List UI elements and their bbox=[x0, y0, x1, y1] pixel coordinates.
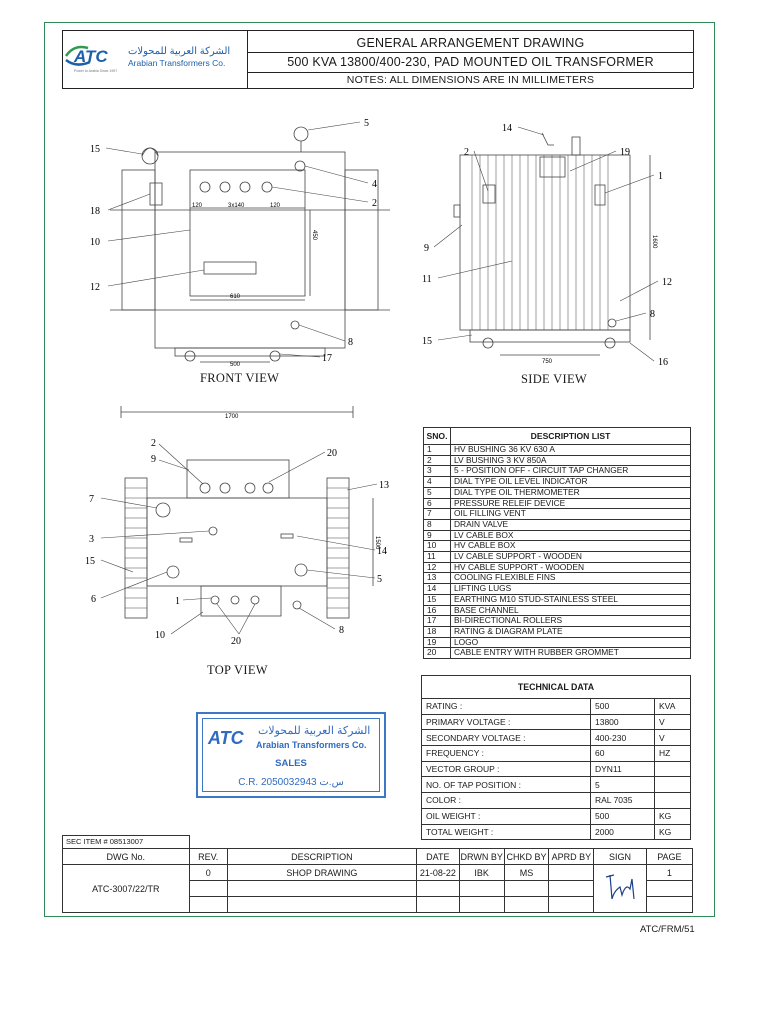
description-cell: LV CABLE SUPPORT - WOODEN bbox=[451, 552, 691, 563]
approved-by bbox=[549, 865, 594, 881]
tech-unit-cell bbox=[655, 761, 691, 777]
svg-text:1500: 1500 bbox=[374, 536, 380, 550]
revision: 0 bbox=[189, 865, 227, 881]
tech-value-cell: RAL 7035 bbox=[591, 793, 655, 809]
top-view-drawing bbox=[85, 400, 405, 660]
revision-date: 21-08-22 bbox=[416, 865, 459, 881]
sno-cell: 12 bbox=[424, 562, 451, 573]
svg-text:14: 14 bbox=[377, 546, 387, 557]
svg-text:15: 15 bbox=[90, 144, 100, 155]
sno-cell: 18 bbox=[424, 626, 451, 637]
tech-unit-cell bbox=[655, 793, 691, 809]
page-number: 1 bbox=[646, 865, 692, 881]
front-view-drawing bbox=[80, 110, 410, 380]
table-row bbox=[424, 626, 691, 637]
tech-value-cell: 2000 bbox=[591, 824, 655, 840]
svg-text:2: 2 bbox=[151, 438, 156, 449]
tech-value-cell: 500 bbox=[591, 808, 655, 824]
title-block-row bbox=[63, 865, 693, 881]
svg-text:450: 450 bbox=[311, 230, 317, 241]
svg-text:120: 120 bbox=[192, 203, 203, 209]
table-row bbox=[424, 648, 691, 659]
table-row bbox=[424, 616, 691, 627]
svg-text:20: 20 bbox=[327, 448, 337, 459]
logo-text: ATC bbox=[74, 47, 108, 66]
svg-text:14: 14 bbox=[502, 123, 512, 134]
description-list-table bbox=[423, 427, 691, 659]
table-row bbox=[424, 605, 691, 616]
title-block-table bbox=[62, 848, 693, 913]
sno-cell: 10 bbox=[424, 541, 451, 552]
sno-cell: 9 bbox=[424, 530, 451, 541]
revision-description: SHOP DRAWING bbox=[227, 865, 416, 881]
svg-text:17: 17 bbox=[322, 353, 332, 364]
table-row bbox=[424, 466, 691, 477]
table-row bbox=[424, 509, 691, 520]
table-row bbox=[422, 699, 691, 715]
description-cell: BI-DIRECTIONAL ROLLERS bbox=[451, 616, 691, 627]
sno-cell: 16 bbox=[424, 605, 451, 616]
sec-item-number: SEC ITEM # 08513007 bbox=[62, 835, 190, 848]
table-row bbox=[424, 498, 691, 509]
stamp-department: SALES bbox=[275, 758, 307, 769]
svg-text:5: 5 bbox=[377, 574, 382, 585]
svg-text:15: 15 bbox=[85, 556, 95, 567]
svg-text:8: 8 bbox=[348, 337, 353, 348]
side-view-label: SIDE VIEW bbox=[521, 372, 587, 386]
description-cell: HV BUSHING 36 KV 630 A bbox=[451, 445, 691, 456]
title-block-header-row: DWG No. REV. DESCRIPTION DATE DRWN BY CHKD BY APRD BY SIGN PAGE bbox=[63, 849, 693, 865]
tech-label-cell: OIL WEIGHT : bbox=[422, 808, 591, 824]
tech-label-cell: RATING : bbox=[422, 699, 591, 715]
svg-text:Power to Arabia Since 1997: Power to Arabia Since 1997 bbox=[74, 69, 118, 73]
drawn-by: IBK bbox=[459, 865, 504, 881]
table-header-row bbox=[422, 676, 691, 699]
svg-text:610: 610 bbox=[230, 294, 241, 300]
table-row bbox=[424, 519, 691, 530]
tech-label-cell: VECTOR GROUP : bbox=[422, 761, 591, 777]
svg-text:3: 3 bbox=[89, 534, 94, 545]
description-cell: 5 - POSITION OFF - CIRCUIT TAP CHANGER bbox=[451, 466, 691, 477]
tech-value-cell: 500 bbox=[591, 699, 655, 715]
table-row bbox=[422, 793, 691, 809]
table-row bbox=[422, 761, 691, 777]
tech-label-cell: FREQUENCY : bbox=[422, 746, 591, 762]
sno-cell: 19 bbox=[424, 637, 451, 648]
dwg-number: ATC-3007/22/TR bbox=[63, 865, 190, 913]
stamp-cr-number: C.R. 2050032943 س.ت bbox=[238, 777, 344, 788]
table-row bbox=[424, 487, 691, 498]
tech-unit-cell: HZ bbox=[655, 746, 691, 762]
tech-label-cell: SECONDARY VOLTAGE : bbox=[422, 730, 591, 746]
technical-data-body bbox=[422, 699, 691, 840]
tech-unit-cell: KG bbox=[655, 808, 691, 824]
table-row bbox=[424, 584, 691, 595]
table-row bbox=[424, 562, 691, 573]
sno-cell: 14 bbox=[424, 584, 451, 595]
tech-label-cell: PRIMARY VOLTAGE : bbox=[422, 714, 591, 730]
svg-text:4: 4 bbox=[372, 179, 377, 190]
tech-unit-cell: V bbox=[655, 730, 691, 746]
svg-text:18: 18 bbox=[90, 206, 100, 217]
description-list-body bbox=[424, 445, 691, 659]
table-row bbox=[424, 552, 691, 563]
table-row bbox=[424, 637, 691, 648]
top-view-label: TOP VIEW bbox=[207, 663, 268, 677]
description-cell: PRESSURE RELEIF DEVICE bbox=[451, 498, 691, 509]
svg-text:10: 10 bbox=[155, 630, 165, 641]
svg-text:13: 13 bbox=[379, 480, 389, 491]
svg-text:12: 12 bbox=[662, 277, 672, 288]
svg-text:10: 10 bbox=[90, 237, 100, 248]
svg-text:16: 16 bbox=[658, 357, 668, 368]
drawing-subtitle: 500 KVA 13800/400-230, PAD MOUNTED OIL TRANSFORMER bbox=[287, 55, 654, 69]
atc-logo-icon bbox=[60, 38, 240, 78]
svg-text:9: 9 bbox=[424, 243, 429, 254]
signature bbox=[594, 865, 647, 913]
table-row bbox=[422, 714, 691, 730]
svg-text:2: 2 bbox=[372, 198, 377, 209]
table-row bbox=[422, 777, 691, 793]
tech-value-cell: DYN11 bbox=[591, 761, 655, 777]
table-row bbox=[424, 445, 691, 456]
tech-value-cell: 13800 bbox=[591, 714, 655, 730]
table-row bbox=[424, 573, 691, 584]
svg-text:20: 20 bbox=[231, 636, 241, 647]
tech-label-cell: COLOR : bbox=[422, 793, 591, 809]
svg-text:1700: 1700 bbox=[225, 414, 239, 420]
stamp-english: Arabian Transformers Co. bbox=[256, 740, 367, 750]
sales-stamp bbox=[196, 712, 386, 798]
description-cell: DRAIN VALVE bbox=[451, 519, 691, 530]
technical-data-title: TECHNICAL DATA bbox=[422, 676, 691, 699]
sno-cell: 15 bbox=[424, 594, 451, 605]
sno-cell: 2 bbox=[424, 455, 451, 466]
tech-value-cell: 400-230 bbox=[591, 730, 655, 746]
description-cell: LOGO bbox=[451, 637, 691, 648]
description-cell: DIAL TYPE OIL THERMOMETER bbox=[451, 487, 691, 498]
sno-cell: 6 bbox=[424, 498, 451, 509]
description-cell: LIFTING LUGS bbox=[451, 584, 691, 595]
svg-text:3x140: 3x140 bbox=[228, 203, 245, 209]
table-header-row bbox=[424, 428, 691, 445]
sno-cell: 11 bbox=[424, 552, 451, 563]
svg-text:6: 6 bbox=[91, 594, 96, 605]
tech-unit-cell: KG bbox=[655, 824, 691, 840]
description-cell: HV CABLE BOX bbox=[451, 541, 691, 552]
sno-cell: 3 bbox=[424, 466, 451, 477]
description-cell: COOLING FLEXIBLE FINS bbox=[451, 573, 691, 584]
signature-icon bbox=[600, 869, 640, 907]
sno-cell: 4 bbox=[424, 477, 451, 488]
tech-label-cell: NO. OF TAP POSITION : bbox=[422, 777, 591, 793]
tech-unit-cell: V bbox=[655, 714, 691, 730]
svg-text:500: 500 bbox=[230, 362, 241, 368]
stamp-logo-icon: ATC bbox=[208, 728, 244, 748]
tech-unit-cell bbox=[655, 777, 691, 793]
table-row bbox=[424, 541, 691, 552]
svg-text:5: 5 bbox=[364, 118, 369, 129]
svg-text:12: 12 bbox=[90, 282, 100, 293]
description-cell: LV BUSHING 3 KV 850A bbox=[451, 455, 691, 466]
svg-text:2: 2 bbox=[464, 147, 469, 158]
sno-cell: 1 bbox=[424, 445, 451, 456]
sno-cell: 20 bbox=[424, 648, 451, 659]
technical-data-table bbox=[421, 675, 691, 840]
svg-text:1600: 1600 bbox=[651, 235, 657, 249]
front-view-label: FRONT VIEW bbox=[200, 371, 280, 385]
svg-text:750: 750 bbox=[542, 359, 553, 365]
svg-text:1: 1 bbox=[175, 596, 180, 607]
svg-text:1: 1 bbox=[658, 171, 663, 182]
sno-cell: 13 bbox=[424, 573, 451, 584]
drawing-notes: NOTES: ALL DIMENSIONS ARE IN MILLIMETERS bbox=[346, 74, 595, 86]
description-cell: CABLE ENTRY WITH RUBBER GROMMET bbox=[451, 648, 691, 659]
table-row bbox=[422, 824, 691, 840]
checked-by: MS bbox=[504, 865, 549, 881]
svg-text:8: 8 bbox=[650, 309, 655, 320]
svg-text:19: 19 bbox=[620, 147, 630, 158]
side-view-drawing bbox=[420, 115, 700, 375]
description-cell: BASE CHANNEL bbox=[451, 605, 691, 616]
description-cell: LV CABLE BOX bbox=[451, 530, 691, 541]
table-row bbox=[424, 477, 691, 488]
col-sno: SNO. bbox=[424, 428, 451, 445]
table-row bbox=[422, 808, 691, 824]
col-description: DESCRIPTION LIST bbox=[451, 428, 691, 445]
sno-cell: 8 bbox=[424, 519, 451, 530]
description-cell: DIAL TYPE OIL LEVEL INDICATOR bbox=[451, 477, 691, 488]
svg-text:120: 120 bbox=[270, 203, 281, 209]
description-cell: EARTHING M10 STUD-STAINLESS STEEL bbox=[451, 594, 691, 605]
svg-text:15: 15 bbox=[422, 336, 432, 347]
tech-value-cell: 60 bbox=[591, 746, 655, 762]
table-row bbox=[424, 594, 691, 605]
tech-unit-cell: KVA bbox=[655, 699, 691, 715]
table-row bbox=[422, 746, 691, 762]
description-cell: HV CABLE SUPPORT - WOODEN bbox=[451, 562, 691, 573]
company-arabic: الشركة العربية للمحولات bbox=[128, 46, 231, 57]
table-row bbox=[424, 530, 691, 541]
stamp-arabic: الشركة العربية للمحولات bbox=[258, 725, 371, 737]
tech-value-cell: 5 bbox=[591, 777, 655, 793]
tech-label-cell: TOTAL WEIGHT : bbox=[422, 824, 591, 840]
company-english: Arabian Transformers Co. bbox=[128, 58, 226, 68]
svg-text:8: 8 bbox=[339, 625, 344, 636]
svg-text:7: 7 bbox=[89, 494, 94, 505]
sno-cell: 17 bbox=[424, 616, 451, 627]
sno-cell: 5 bbox=[424, 487, 451, 498]
table-row bbox=[424, 455, 691, 466]
drawing-title: GENERAL ARRANGEMENT DRAWING bbox=[356, 36, 585, 50]
description-cell: RATING & DIAGRAM PLATE bbox=[451, 626, 691, 637]
table-row bbox=[422, 730, 691, 746]
form-number: ATC/FRM/51 bbox=[640, 924, 695, 935]
svg-text:11: 11 bbox=[422, 274, 432, 285]
description-cell: OIL FILLING VENT bbox=[451, 509, 691, 520]
svg-text:9: 9 bbox=[151, 454, 156, 465]
header-logo bbox=[60, 38, 240, 78]
sno-cell: 7 bbox=[424, 509, 451, 520]
